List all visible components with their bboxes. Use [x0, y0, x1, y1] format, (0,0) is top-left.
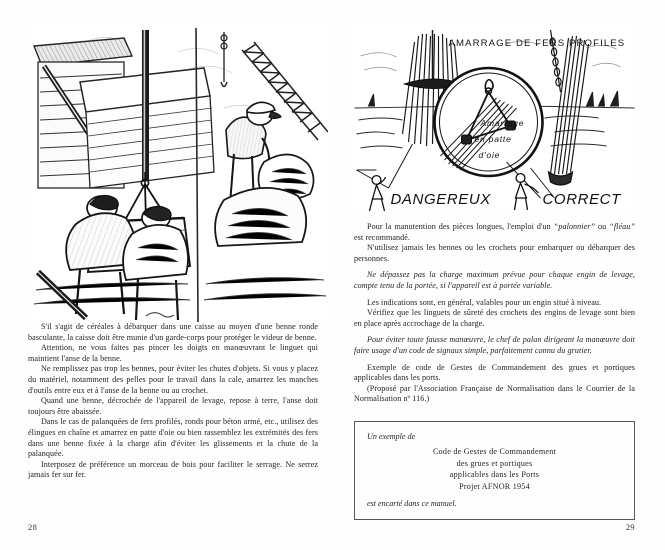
paragraph: Dans le cas de palanquées de fers profilés, ronds pour béton armé, etc., utilisez des élingues en chaîne et amarrez en patte d'oie ou bien rassemblez les extrémités des fers dans une benne fixée à la charge afin d'éviter les glissements et la chute de la palanquée. — [28, 417, 318, 459]
run-text: Pour la manutention des pièces longues, l'emploi d'un — [367, 222, 554, 231]
illustration-title: AMARRAGE DE FERS PROFILES — [448, 38, 626, 49]
callout-title-line-1: Code de Gestes de Commandement — [432, 447, 557, 457]
paragraph-emphasis: Ne dépassez pas la charge maximum prévue pour chaque engin de levage, compte tenu de la portée, si l'appareil est à portée variable. — [354, 270, 635, 290]
paragraph: Exemple de code de Gestes de Commandement des grues et portiques applicables dans les ports. — [354, 362, 635, 383]
paragraph: Ne remplissez pas trop les bennes, pour éviter les chutes d'objets. Si vous y placez du matériel, notamment des pelles pour le travail dans la cale, amarrez les manches d'outils entre eux et à l'anse de la benne ou au crochet. — [28, 364, 318, 395]
detail-label-line2: en patte — [474, 134, 512, 144]
paragraph: Attention, ne vous faites pas pincer les doigts en manœuvrant le linguet qui maintient l'anse de la benne. — [28, 343, 318, 363]
paragraph-source-note: (Proposé par l'Association Française de Normalisation dans le Courrier de la Normalisation nº 116.) — [354, 383, 635, 404]
paragraph: Vérifiez que les linguets de sûreté des crochets des engins de levage sont bien en place après accrochage de la charge. — [354, 308, 635, 328]
label-dangereux: DANGEREUX — [390, 191, 491, 208]
callout-box — [354, 421, 635, 520]
amarrage-fers-profiles-drawing — [354, 22, 635, 212]
callout-tail: est encarté dans ce manuel. — [367, 498, 457, 508]
illustration-amarrage-fers-profiles — [354, 22, 635, 212]
illustration-dockside-unloading — [28, 22, 318, 322]
dockside-unloading-drawing — [28, 22, 328, 322]
run-text: est recommandé. — [354, 232, 411, 242]
paragraph-emphasis: Pour éviter toute fausse manœuvre, le chef de palan dirigeant la manœuvre doit faire usage d'un code de signaux simple, parfaitement connu du grutier. — [354, 335, 635, 355]
callout-lead: Un exemple de — [367, 431, 416, 441]
paragraph: Les indications sont, en général, valables pour un engin situé à niveau. — [367, 297, 602, 307]
page-right — [340, 0, 665, 550]
run-term-palonnier: “palonnier” — [553, 222, 596, 231]
page-number-left: 28 — [28, 523, 38, 532]
paragraph: N'utilisez jamais les bennes ou les crochets pour embarquer ou débarquer des personnes. — [354, 243, 635, 263]
paragraph-palonnier — [354, 222, 635, 243]
paragraph: S'il s'agit de céréales à débarquer dans une caisse au moyen d'une benne ronde basculante, la caisse doit être munie d'un garde-corps pour protéger le videur de benne. — [28, 322, 318, 342]
paragraph: Quand une benne, décrochée de l'appareil de levage, repose à terre, l'anse doit toujours être abaissée. — [28, 396, 318, 416]
paragraph: Interposez de préférence un morceau de bois pour faciliter le serrage. Ne serrez jamais fer sur fer. — [28, 459, 318, 480]
detail-label-line1: Amarrage — [480, 118, 525, 128]
callout-title-line-3: applicables dans les Ports — [449, 470, 540, 480]
page-number-right: 29 — [625, 523, 635, 532]
run-term-fleau: “fléau” — [609, 222, 635, 231]
callout-title-line-2: des grues et portiques — [456, 458, 533, 468]
detail-label-line3: d'oie — [478, 150, 501, 160]
callout-title-line-4: Projet AFNOR 1954 — [459, 481, 530, 491]
run-text: ou — [595, 222, 610, 231]
label-correct: CORRECT — [542, 191, 621, 208]
callout-title-block — [367, 446, 622, 492]
